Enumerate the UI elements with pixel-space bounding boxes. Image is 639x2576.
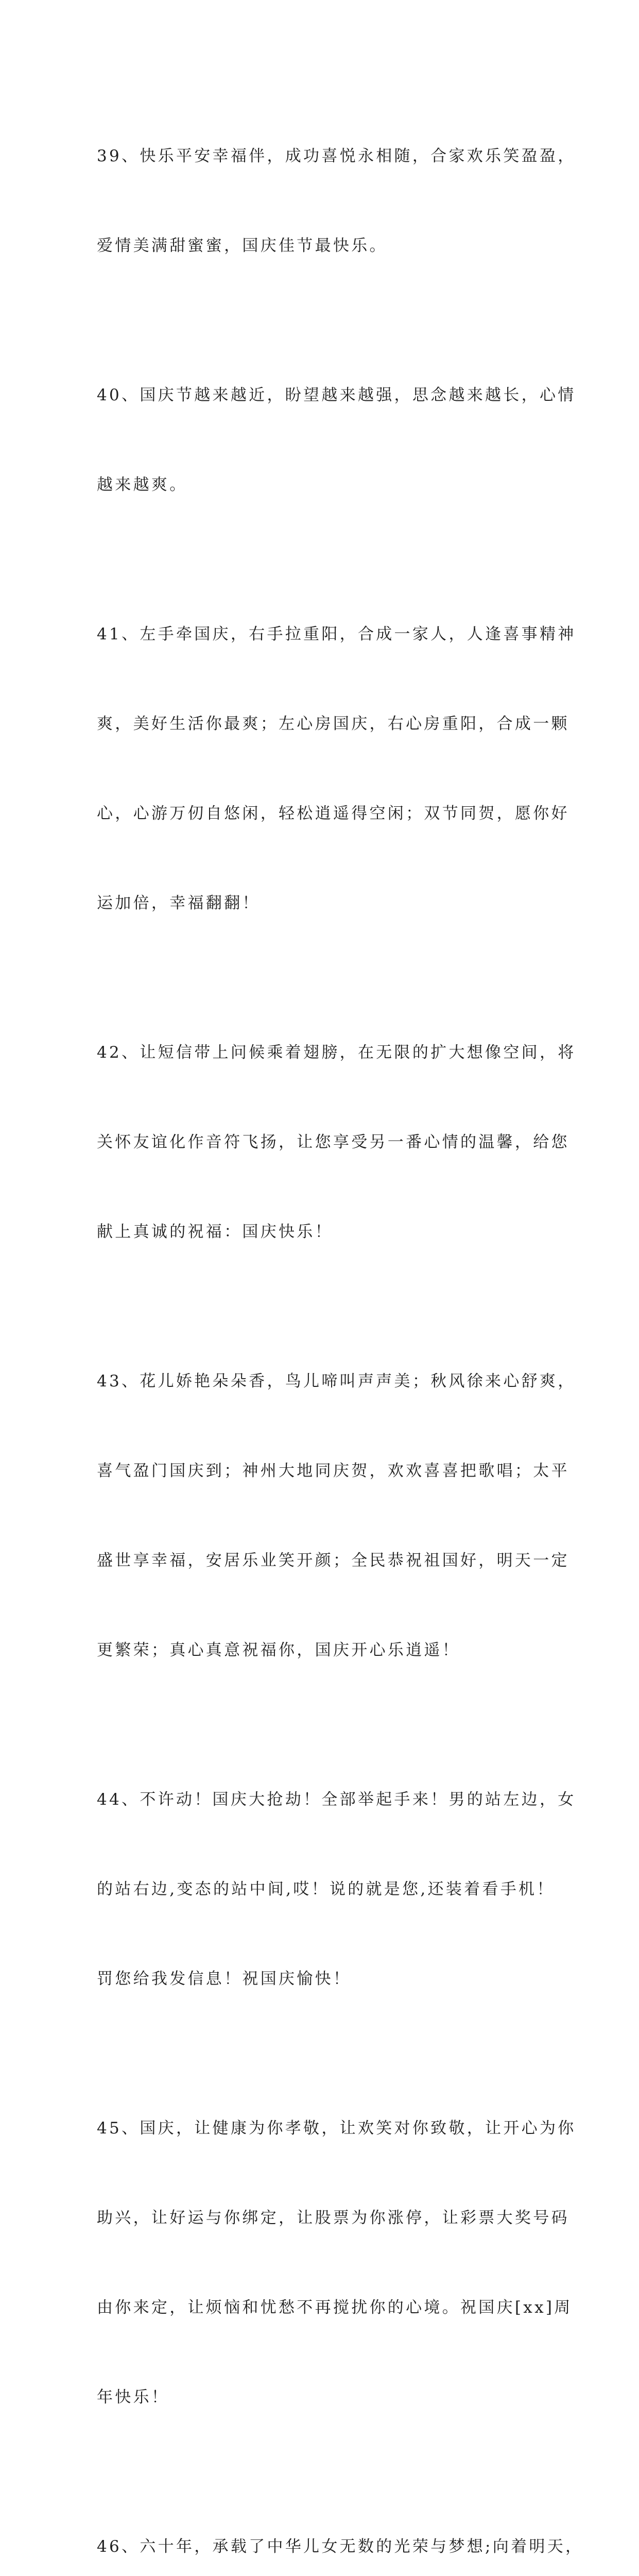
paragraph-42 bbox=[97, 978, 576, 1307]
text-line: 40、国庆节越来越近，盼望越来越强，思念越来越长，心情 bbox=[97, 386, 576, 404]
text-line: 的站右边,变态的站中间,哎！说的就是您,还装着看手机！ bbox=[97, 1880, 555, 1899]
text-line: 心，心游万仞自悠闲，轻松逍遥得空闲；双节同贺，愿你好 bbox=[97, 804, 569, 823]
text-line: 39、快乐平安幸福伴，成功喜悦永相随，合家欢乐笑盈盈， bbox=[97, 147, 576, 165]
document-body bbox=[97, 81, 584, 2576]
paragraph-43 bbox=[97, 1307, 576, 1725]
text-line: 42、让短信带上问候乘着翅膀，在无限的扩大想像空间，将 bbox=[97, 1043, 576, 1062]
text-line: 运加倍，幸福翻翻！ bbox=[97, 894, 261, 912]
paragraph-46 bbox=[97, 2472, 584, 2576]
paragraph-39 bbox=[97, 81, 576, 320]
text-line: 46、六十年，承载了中华儿女无数的光荣与梦想;向着明天， bbox=[97, 2537, 584, 2556]
text-line: 年快乐！ bbox=[97, 2388, 170, 2406]
paragraph-41 bbox=[97, 560, 576, 978]
text-line: 43、花儿娇艳朵朵香，鸟儿啼叫声声美；秋风徐来心舒爽， bbox=[97, 1372, 576, 1391]
paragraph-44 bbox=[97, 1725, 576, 2054]
paragraph-40 bbox=[97, 320, 576, 560]
text-line: 喜气盈门国庆到；神州大地同庆贺，欢欢喜喜把歌唱；太平 bbox=[97, 1462, 569, 1480]
text-line: 45、国庆，让健康为你孝敬，让欢笑对你致敬，让开心为你 bbox=[97, 2119, 576, 2138]
text-line: 41、左手牵国庆，右手拉重阳，合成一家人，人逢喜事精神 bbox=[97, 625, 576, 643]
text-line: 由你来定，让烦恼和忧愁不再搅扰你的心境。祝国庆[xx]周 bbox=[97, 2298, 573, 2317]
text-line: 罚您给我发信息！祝国庆愉快！ bbox=[97, 1970, 352, 1988]
text-line: 盛世享幸福，安居乐业笑开颜；全民恭祝祖国好，明天一定 bbox=[97, 1551, 569, 1570]
text-line: 44、不许动！国庆大抢劫！全部举起手来！男的站左边，女 bbox=[97, 1790, 576, 1809]
text-line: 关怀友谊化作音符飞扬，让您享受另一番心情的温馨，给您 bbox=[97, 1133, 569, 1151]
paragraph-45 bbox=[97, 2054, 576, 2472]
text-line: 献上真诚的祝福：国庆快乐！ bbox=[97, 1223, 333, 1241]
text-line: 爱情美满甜蜜蜜，国庆佳节最快乐。 bbox=[97, 236, 388, 255]
text-line: 更繁荣；真心真意祝福你，国庆开心乐逍遥！ bbox=[97, 1641, 460, 1659]
text-line: 助兴，让好运与你绑定，让股票为你涨停，让彩票大奖号码 bbox=[97, 2209, 569, 2227]
text-line: 爽，美好生活你最爽；左心房国庆，右心房重阳，合成一颗 bbox=[97, 715, 569, 733]
text-line: 越来越爽。 bbox=[97, 476, 188, 494]
